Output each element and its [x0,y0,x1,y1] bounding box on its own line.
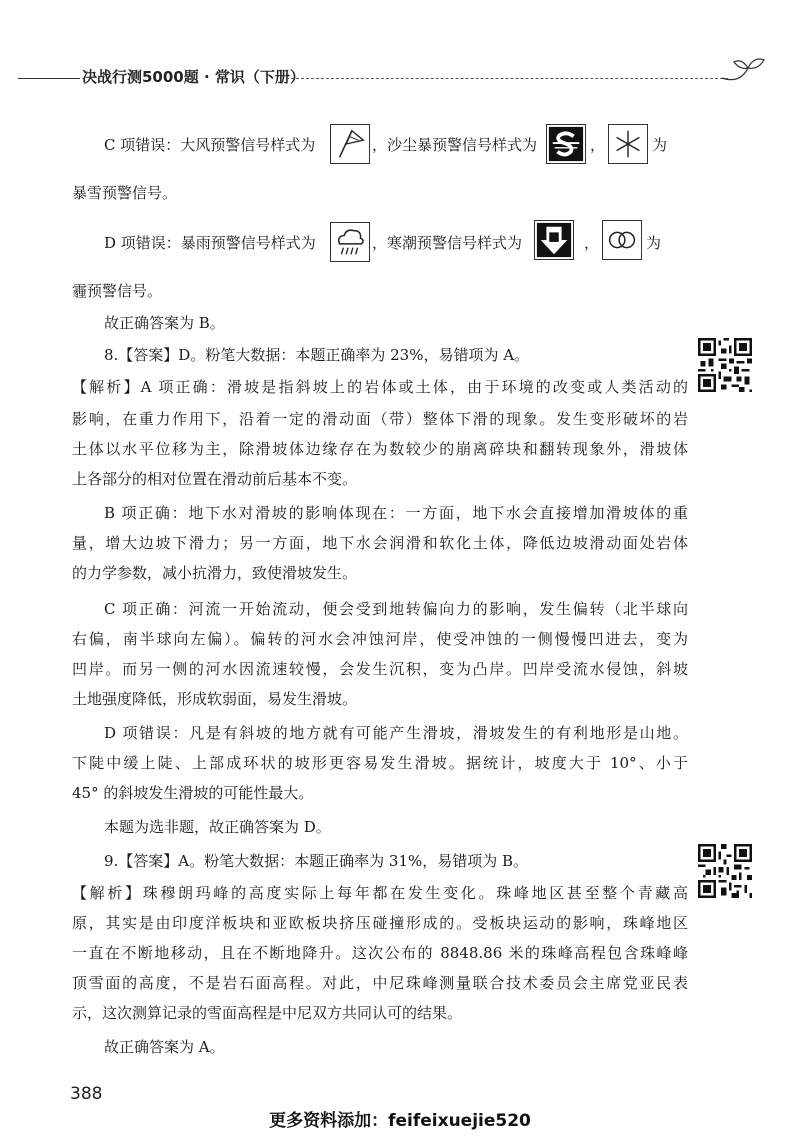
header-rule-left [18,78,80,79]
q9-analysis-line1: 【解析】珠穆朗玛峰的高度实际上每年都在发生变化。珠峰地区甚至整个青藏高 [72,884,688,902]
q8-option-b-line3: 的力学参数，减小抗滑力，致使滑坡发生。 [72,564,358,582]
q8-option-d-line1: D 项错误：凡是有斜坡的地方就有可能产生滑坡，滑坡发生的有利地形是山地。 [104,724,688,742]
book-title: 决战行测5000题 · 常识（下册） [82,68,305,86]
snow-warning-icon-box [608,124,648,164]
page-header [0,60,800,100]
q8-summary: 本题为选非题，故正确答案为 D。 [104,818,331,836]
header-rule-right [286,78,728,79]
answer-q7: 故正确答案为 B。 [104,314,225,332]
qr-code-icon [698,338,752,392]
rain-cloud-icon [331,223,369,261]
q9-analysis-line4: 顶雪面的高度，不是岩石面高程。对此，中尼珠峰测量联合技术委员会主席党亚民表 [72,974,688,992]
haze-signal-text: 霾预警信号。 [72,282,163,300]
q9-answer-line: 9.【答案】A。粉笔大数据：本题正确率为 31%，易错项为 B。 [104,852,529,870]
wind-flag-icon [331,125,369,163]
q8-option-b-line1: B 项正确：地下水对滑坡的影响体现在：一方面，地下水会直接增加滑坡体的重 [104,504,688,522]
sprout-icon [718,54,768,88]
sandstorm-warning-icon-box [546,124,586,164]
wei-text-2: 为 [646,234,662,252]
q8-option-c-line1: C 项正确：河流一开始流动，便会受到地转偏向力的影响，发生偏转（北半球向 [104,600,688,618]
q8-option-c-line3: 凹岸。而另一侧的河水因流速较慢，会发生沉积，变为凸岸。凹岸受流水侵蚀，斜坡 [72,660,688,678]
comma-2: ， [584,234,600,252]
q8-option-c-line4: 土地强度降低，形成软弱面，易发生滑坡。 [72,690,358,708]
haze-rings-icon [603,221,641,259]
cold-wave-text: ，寒潮预警信号样式为 [372,234,523,252]
qr-code-icon [698,844,752,898]
sandstorm-text: ，沙尘暴预警信号样式为 [372,136,538,154]
page-number: 388 [70,1084,103,1104]
footer-contact-text: 更多资料添加：feifeixuejie520 [269,1111,531,1131]
q8-analysis-a-line4: 上各部分的相对位置在滑动前后基本不变。 [72,470,358,488]
comma-1: ， [590,136,606,154]
answer-q9: 故正确答案为 A。 [104,1038,225,1056]
rain-warning-icon-box [330,222,370,262]
haze-warning-icon-box [602,220,642,260]
q8-option-b-line2: 量，增大边坡下滑力；另一方面，地下水会润滑和软化土体，降低边坡滑动面处岩体 [72,534,688,552]
option-d-text: D 项错误：暴雨预警信号样式为 [104,234,316,252]
q8-answer-line: 8.【答案】D。粉笔大数据：本题正确率为 23%，易错项为 A。 [104,346,530,364]
q8-analysis-a-line3: 土体以水平位移为主，除滑坡体边缘存在为数较少的崩离碎块和翻转现象外，滑坡体 [72,440,688,458]
q9-analysis-line5: 示，这次测算记录的雪面高程是中尼双方共同认可的结果。 [72,1004,463,1022]
cold-wave-warning-icon-box [534,220,574,260]
q9-analysis-line3: 一直在不断地移动，且在不断地降升。这次公布的 8848.86 米的珠峰高程包含珠峰峰 [72,944,688,962]
q8-option-d-line3: 45° 的斜坡发生滑坡的可能性最大。 [72,784,314,802]
q9-analysis-line2: 原，其实是由印度洋板块和亚欧板块挤压碰撞形成的。受板块运动的影响，珠峰地区 [72,914,688,932]
q8-analysis-a-line1: 【解析】A 项正确：滑坡是指斜坡上的岩体或土体，由于环境的改变或人类活动的 [72,378,688,396]
snowflake-icon [609,125,647,163]
option-c-text: C 项错误：大风预警信号样式为 [104,136,316,154]
blizzard-signal-text: 暴雪预警信号。 [72,184,178,202]
q8-option-c-line2: 右偏，南半球向左偏）。偏转的河水会冲蚀河岸，使受冲蚀的一侧慢慢凹进去，变为 [72,630,688,648]
sandstorm-s-icon [547,125,585,163]
wind-warning-icon-box [330,124,370,164]
q8-analysis-a-line2: 影响，在重力作用下，沿着一定的滑动面（带）整体下滑的现象。发生变形破坏的岩 [72,410,688,428]
wei-text-1: 为 [652,136,668,154]
q8-option-d-line2: 下陡中缓上陡、上部成环状的坡形更容易发生滑坡。据统计，坡度大于 10°、小于 [72,754,688,772]
cold-wave-arrow-icon [535,221,573,259]
